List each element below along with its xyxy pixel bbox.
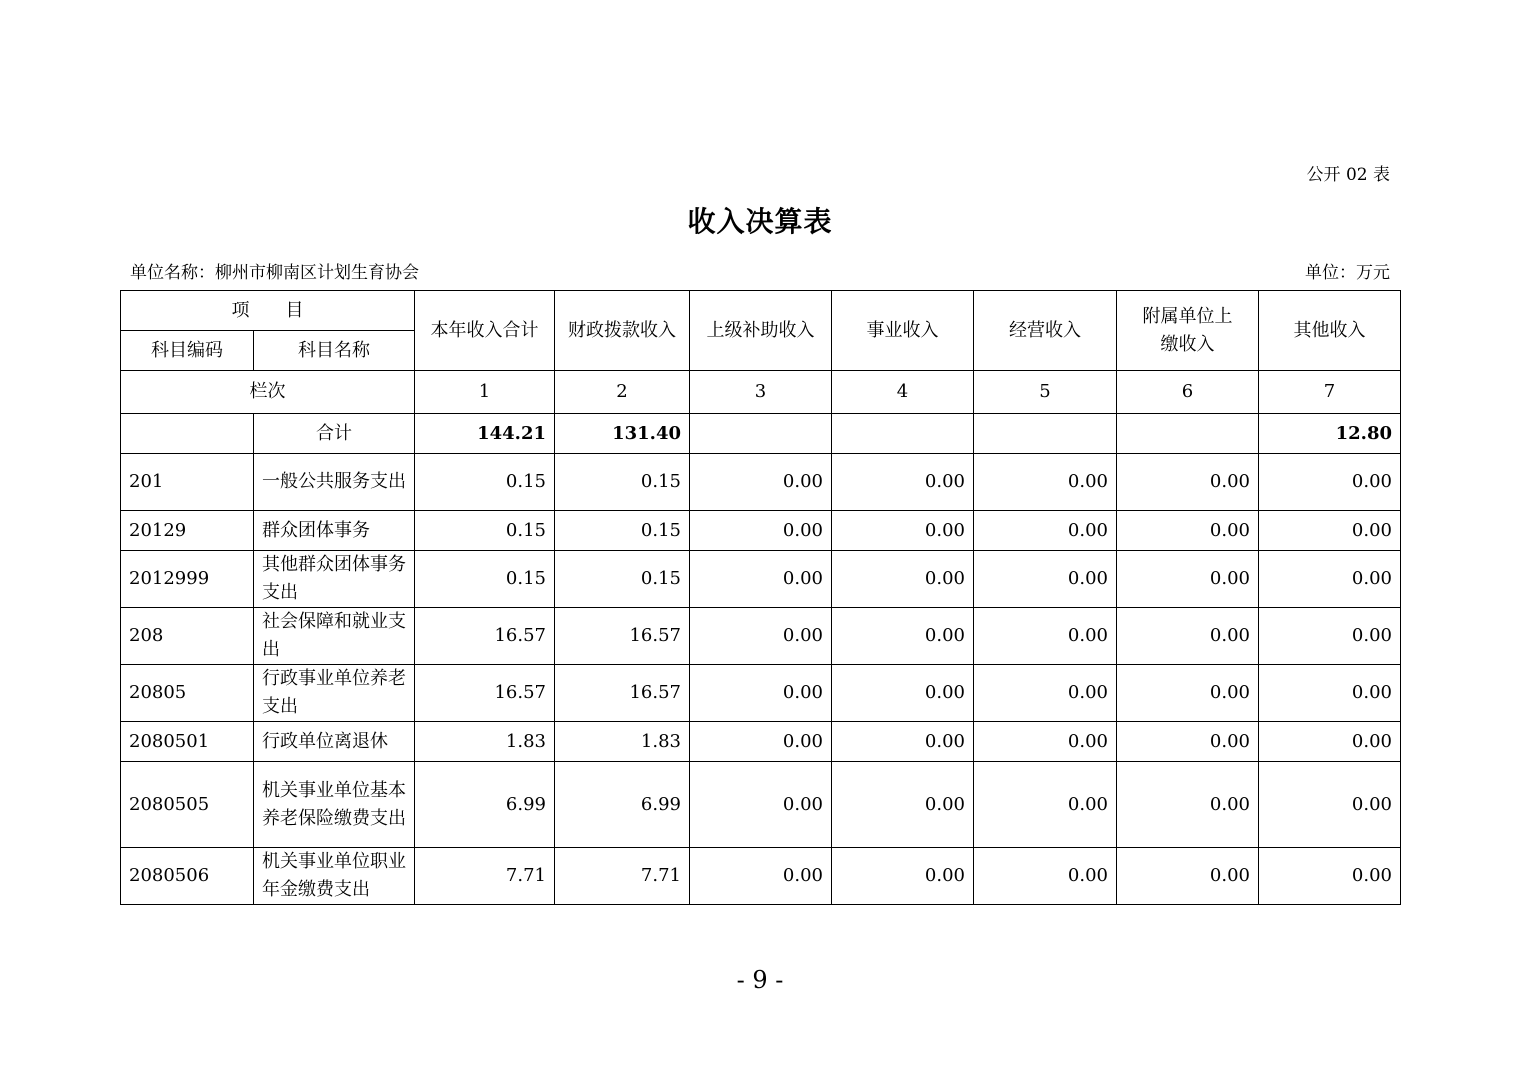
amount-cell: 0.00 bbox=[690, 608, 832, 665]
amount-cell: 6.99 bbox=[555, 762, 690, 848]
total-value: 12.80 bbox=[1259, 414, 1401, 454]
header-code: 科目编码 bbox=[121, 331, 254, 371]
amount-cell: 0.00 bbox=[1117, 551, 1259, 608]
seq-label: 栏次 bbox=[121, 371, 415, 414]
unit-label: 单位：万元 bbox=[1305, 263, 1390, 283]
amount-cell: 0.00 bbox=[1117, 762, 1259, 848]
amount-cell: 0.00 bbox=[1259, 551, 1401, 608]
header-col-2: 财政拨款收入 bbox=[555, 291, 690, 371]
subject-name: 行政单位离退休 bbox=[254, 722, 415, 762]
amount-cell: 0.00 bbox=[1117, 665, 1259, 722]
table-row bbox=[121, 848, 1401, 905]
amount-cell: 0.15 bbox=[555, 454, 690, 511]
subject-name: 机关事业单位职业年金缴费支出 bbox=[254, 848, 415, 905]
amount-cell: 0.00 bbox=[690, 454, 832, 511]
total-value: 144.21 bbox=[415, 414, 555, 454]
total-value: 131.40 bbox=[555, 414, 690, 454]
subject-name: 一般公共服务支出 bbox=[254, 454, 415, 511]
amount-cell: 0.00 bbox=[974, 665, 1117, 722]
subject-name: 行政事业单位养老支出 bbox=[254, 665, 415, 722]
amount-cell: 1.83 bbox=[555, 722, 690, 762]
amount-cell: 16.57 bbox=[555, 608, 690, 665]
header-col-7: 其他收入 bbox=[1259, 291, 1401, 371]
table-row bbox=[121, 665, 1401, 722]
table-row bbox=[121, 608, 1401, 665]
amount-cell: 0.00 bbox=[974, 454, 1117, 511]
amount-cell: 0.00 bbox=[974, 608, 1117, 665]
amount-cell: 0.00 bbox=[1117, 848, 1259, 905]
seq-2: 2 bbox=[555, 371, 690, 414]
total-label: 合计 bbox=[254, 414, 415, 454]
amount-cell: 0.00 bbox=[1117, 454, 1259, 511]
page-title: 收入决算表 bbox=[687, 205, 833, 238]
subject-code: 201 bbox=[121, 454, 254, 511]
amount-cell: 7.71 bbox=[555, 848, 690, 905]
seq-6: 6 bbox=[1117, 371, 1259, 414]
amount-cell: 0.15 bbox=[415, 551, 555, 608]
subject-code: 208 bbox=[121, 608, 254, 665]
subject-name: 其他群众团体事务支出 bbox=[254, 551, 415, 608]
amount-cell: 0.00 bbox=[1117, 608, 1259, 665]
amount-cell: 0.00 bbox=[1117, 511, 1259, 551]
amount-cell: 0.00 bbox=[1117, 722, 1259, 762]
seq-3: 3 bbox=[690, 371, 832, 414]
subject-name: 社会保障和就业支出 bbox=[254, 608, 415, 665]
amount-cell: 0.00 bbox=[974, 848, 1117, 905]
table-row bbox=[121, 511, 1401, 551]
subject-code: 2012999 bbox=[121, 551, 254, 608]
amount-cell: 16.57 bbox=[415, 665, 555, 722]
amount-cell: 6.99 bbox=[415, 762, 555, 848]
seq-7: 7 bbox=[1259, 371, 1401, 414]
form-code: 公开 02 表 bbox=[1306, 165, 1390, 185]
amount-cell: 0.00 bbox=[974, 762, 1117, 848]
amount-cell: 0.00 bbox=[1259, 665, 1401, 722]
amount-cell: 0.00 bbox=[832, 665, 974, 722]
income-statement-table bbox=[120, 290, 1401, 905]
amount-cell: 0.00 bbox=[1259, 722, 1401, 762]
amount-cell: 0.00 bbox=[974, 722, 1117, 762]
amount-cell: 0.00 bbox=[1259, 848, 1401, 905]
total-value bbox=[832, 414, 974, 454]
header-col-5: 经营收入 bbox=[974, 291, 1117, 371]
amount-cell: 0.00 bbox=[832, 762, 974, 848]
seq-5: 5 bbox=[974, 371, 1117, 414]
subject-code: 2080501 bbox=[121, 722, 254, 762]
amount-cell: 0.00 bbox=[690, 762, 832, 848]
seq-1: 1 bbox=[415, 371, 555, 414]
amount-cell: 1.83 bbox=[415, 722, 555, 762]
organization-label: 单位名称：柳州市柳南区计划生育协会 bbox=[130, 263, 419, 283]
amount-cell: 0.00 bbox=[690, 722, 832, 762]
amount-cell: 7.71 bbox=[415, 848, 555, 905]
table-row bbox=[121, 762, 1401, 848]
amount-cell: 16.57 bbox=[555, 665, 690, 722]
amount-cell: 16.57 bbox=[415, 608, 555, 665]
subject-name: 群众团体事务 bbox=[254, 511, 415, 551]
subject-code: 20805 bbox=[121, 665, 254, 722]
table-row bbox=[121, 454, 1401, 511]
amount-cell: 0.00 bbox=[1259, 762, 1401, 848]
header-col-6: 附属单位上缴收入 bbox=[1117, 291, 1259, 371]
amount-cell: 0.00 bbox=[690, 848, 832, 905]
amount-cell: 0.15 bbox=[555, 551, 690, 608]
total-value bbox=[690, 414, 832, 454]
amount-cell: 0.00 bbox=[1259, 454, 1401, 511]
amount-cell: 0.00 bbox=[832, 722, 974, 762]
amount-cell: 0.00 bbox=[690, 511, 832, 551]
amount-cell: 0.00 bbox=[1259, 608, 1401, 665]
seq-4: 4 bbox=[832, 371, 974, 414]
amount-cell: 0.00 bbox=[832, 848, 974, 905]
table-row bbox=[121, 551, 1401, 608]
header-project: 项 目 bbox=[121, 291, 415, 331]
amount-cell: 0.15 bbox=[555, 511, 690, 551]
amount-cell: 0.00 bbox=[974, 551, 1117, 608]
table-row bbox=[121, 722, 1401, 762]
subject-name: 机关事业单位基本养老保险缴费支出 bbox=[254, 762, 415, 848]
header-col-3: 上级补助收入 bbox=[690, 291, 832, 371]
amount-cell: 0.00 bbox=[832, 551, 974, 608]
header-col-1: 本年收入合计 bbox=[415, 291, 555, 371]
header-col-4: 事业收入 bbox=[832, 291, 974, 371]
amount-cell: 0.00 bbox=[1259, 511, 1401, 551]
total-value bbox=[974, 414, 1117, 454]
page-number: - 9 - bbox=[736, 966, 784, 994]
amount-cell: 0.15 bbox=[415, 511, 555, 551]
amount-cell: 0.15 bbox=[415, 454, 555, 511]
amount-cell: 0.00 bbox=[690, 551, 832, 608]
total-code bbox=[121, 414, 254, 454]
subject-code: 2080505 bbox=[121, 762, 254, 848]
amount-cell: 0.00 bbox=[832, 608, 974, 665]
amount-cell: 0.00 bbox=[974, 511, 1117, 551]
amount-cell: 0.00 bbox=[832, 511, 974, 551]
amount-cell: 0.00 bbox=[690, 665, 832, 722]
amount-cell: 0.00 bbox=[832, 454, 974, 511]
header-name: 科目名称 bbox=[254, 331, 415, 371]
subject-code: 2080506 bbox=[121, 848, 254, 905]
total-value bbox=[1117, 414, 1259, 454]
subject-code: 20129 bbox=[121, 511, 254, 551]
